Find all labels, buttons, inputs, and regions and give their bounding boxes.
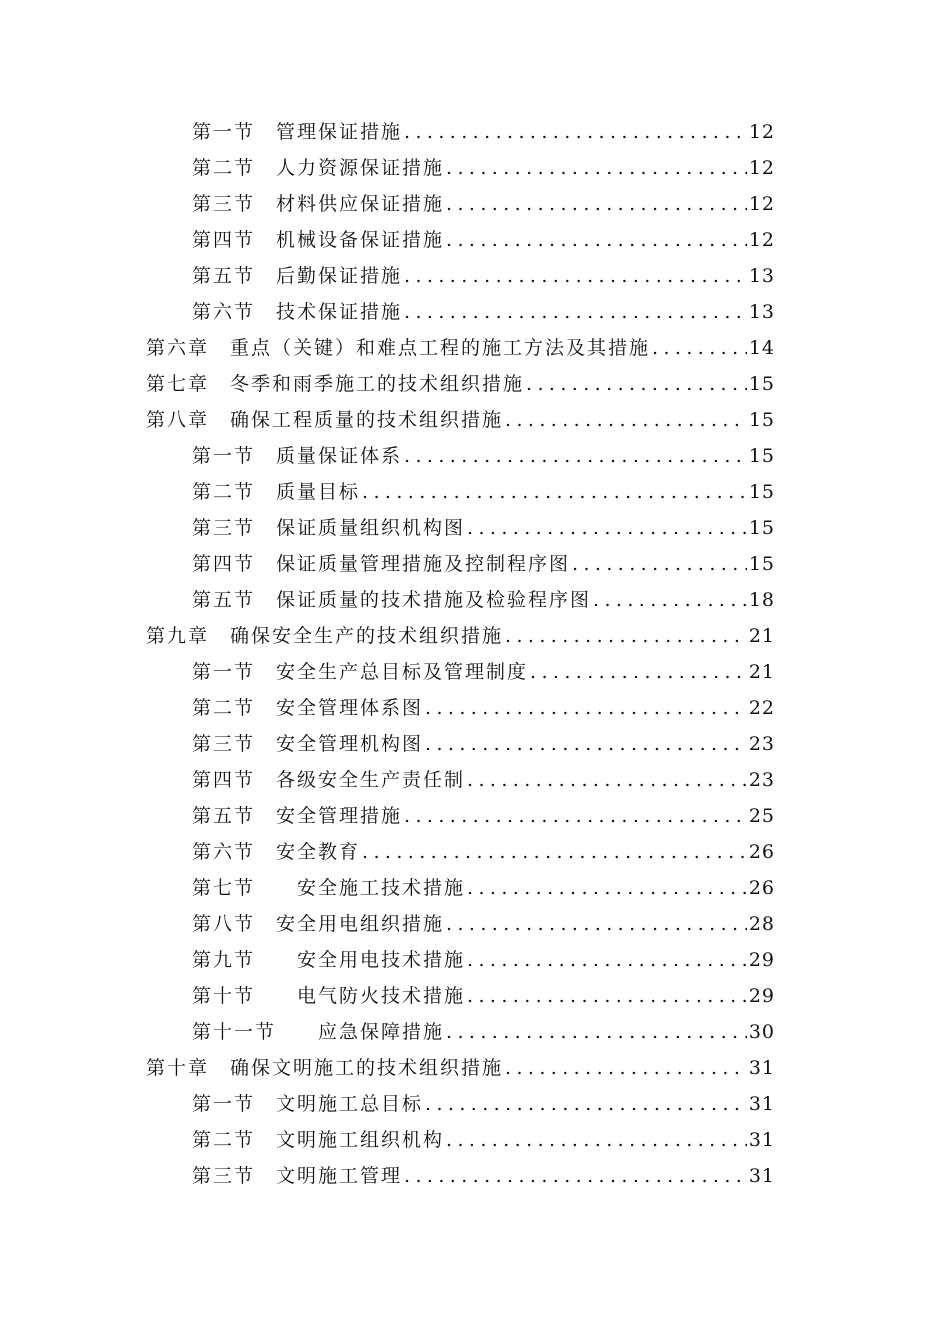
toc-dot-leader: [425, 732, 747, 756]
toc-entry[interactable]: [0, 368, 775, 396]
toc-entry[interactable]: [0, 1016, 775, 1044]
toc-entry-label: 第四节: [192, 553, 256, 575]
toc-page-number: 15: [748, 445, 775, 467]
toc-entry[interactable]: [0, 152, 775, 180]
toc-entry[interactable]: [0, 476, 775, 504]
toc-dot-leader: [404, 300, 747, 324]
toc-entry-title: 机械设备保证措施: [276, 229, 445, 251]
toc-entry-gap: [255, 912, 276, 936]
toc-entry-title: 质量目标: [276, 481, 361, 503]
toc-entry-title: 文明施工管理: [276, 1165, 403, 1187]
toc-page-number: 12: [748, 229, 775, 251]
toc-entry[interactable]: [0, 332, 775, 360]
toc-entry-label: 第十节: [192, 985, 256, 1007]
toc-dot-leader: [467, 876, 747, 900]
toc-entry[interactable]: [0, 692, 775, 720]
toc-page-number: 26: [748, 841, 775, 863]
toc-page-number: 29: [748, 949, 775, 971]
toc-entry[interactable]: [0, 728, 775, 756]
toc-entry-gap: [255, 804, 276, 828]
toc-entry[interactable]: [0, 944, 775, 972]
toc-entry-label: 第六节: [192, 841, 256, 863]
toc-entry-label: 第二节: [192, 1129, 256, 1151]
toc-dot-leader: [404, 120, 747, 144]
toc-entry[interactable]: [0, 1124, 775, 1152]
toc-page-number: 23: [748, 769, 775, 791]
toc-dot-leader: [362, 840, 747, 864]
toc-entry-gap: [255, 300, 276, 324]
toc-page-number: 12: [748, 193, 775, 215]
toc-entry-label: 第七章: [146, 373, 210, 395]
toc-entry-gap: [255, 876, 297, 900]
toc-dot-leader: [467, 516, 747, 540]
toc-entry-title: 安全管理机构图: [276, 733, 424, 755]
toc-dot-leader: [446, 156, 747, 180]
toc-entry-title: 保证质量管理措施及控制程序图: [276, 553, 571, 575]
toc-entry[interactable]: [0, 620, 775, 648]
toc-page-number: 15: [748, 517, 775, 539]
toc-entry-title: 文明施工组织机构: [276, 1129, 445, 1151]
toc-dot-leader: [467, 984, 747, 1008]
toc-entry-label: 第四节: [192, 769, 256, 791]
toc-entry-gap: [255, 120, 276, 144]
toc-dot-leader: [425, 696, 747, 720]
toc-entry-title: 应急保障措施: [318, 1021, 445, 1043]
toc-dot-leader: [593, 588, 747, 612]
toc-page-number: 13: [748, 301, 775, 323]
toc-dot-leader: [362, 480, 747, 504]
toc-dot-leader: [505, 408, 747, 432]
toc-entry-gap: [255, 552, 276, 576]
toc-page-number: 15: [748, 373, 775, 395]
toc-dot-leader: [446, 1128, 747, 1152]
toc-entry-gap: [255, 156, 276, 180]
toc-entry-title: 文明施工总目标: [276, 1093, 424, 1115]
toc-entry-label: 第一节: [192, 121, 256, 143]
toc-entry[interactable]: [0, 260, 775, 288]
toc-page-number: 29: [748, 985, 775, 1007]
toc-entry[interactable]: [0, 188, 775, 216]
toc-entry-label: 第四节: [192, 229, 256, 251]
toc-entry-label: 第二节: [192, 481, 256, 503]
toc-entry-label: 第六节: [192, 301, 256, 323]
toc-entry-gap: [255, 192, 276, 216]
toc-page-number: 14: [748, 337, 775, 359]
toc-dot-leader: [505, 1056, 747, 1080]
toc-dot-leader: [530, 660, 747, 684]
toc-entry-gap: [255, 588, 276, 612]
toc-dot-leader: [446, 1020, 747, 1044]
toc-entry-title: 安全管理措施: [276, 805, 403, 827]
toc-entry-gap: [255, 732, 276, 756]
toc-entry-label: 第一节: [192, 661, 256, 683]
toc-entry-gap: [255, 228, 276, 252]
toc-page-number: 12: [748, 121, 775, 143]
toc-page-number: 28: [748, 913, 775, 935]
toc-entry-label: 第八章: [146, 409, 210, 431]
toc-entry-gap: [255, 1092, 276, 1116]
toc-dot-leader: [404, 1164, 747, 1188]
toc-entry-label: 第三节: [192, 733, 256, 755]
toc-dot-leader: [467, 768, 747, 792]
toc-entry[interactable]: [0, 116, 775, 144]
toc-entry-title: 保证质量组织机构图: [276, 517, 466, 539]
toc-page-number: 23: [748, 733, 775, 755]
toc-entry-gap: [255, 984, 297, 1008]
toc-entry[interactable]: [0, 296, 775, 324]
toc-entry-label: 第十一节: [192, 1021, 277, 1043]
toc-page-number: 15: [748, 409, 775, 431]
toc-dot-leader: [404, 804, 747, 828]
toc-entry-title: 各级安全生产责任制: [276, 769, 466, 791]
toc-entry-label: 第九节: [192, 949, 256, 971]
toc-entry[interactable]: [0, 548, 775, 576]
toc-page-number: 13: [748, 265, 775, 287]
toc-entry-gap: [209, 408, 230, 432]
toc-entry-gap: [255, 264, 276, 288]
toc-entry-gap: [255, 1164, 276, 1188]
toc-page-number: 31: [748, 1057, 775, 1079]
toc-entry-gap: [255, 516, 276, 540]
toc-entry-title: 电气防火技术措施: [297, 985, 466, 1007]
toc-entry[interactable]: [0, 1088, 775, 1116]
toc-page-number: 15: [748, 553, 775, 575]
toc-entry-title: 重点（关键）和难点工程的施工方法及其措施: [230, 337, 651, 359]
toc-entry-label: 第五节: [192, 589, 256, 611]
toc-entry-label: 第五节: [192, 805, 256, 827]
toc-entry-gap: [255, 444, 276, 468]
toc-page-number: 25: [748, 805, 775, 827]
toc-dot-leader: [404, 264, 747, 288]
toc-entry[interactable]: [0, 908, 775, 936]
toc-page-number: 12: [748, 157, 775, 179]
toc-entry[interactable]: [0, 872, 775, 900]
toc-page-number: 26: [748, 877, 775, 899]
toc-page-number: 18: [748, 589, 775, 611]
toc-dot-leader: [526, 372, 747, 396]
toc-page-number: 15: [748, 481, 775, 503]
toc-dot-leader: [505, 624, 747, 648]
toc-entry-title: 安全管理体系图: [276, 697, 424, 719]
toc-entry-label: 第三节: [192, 517, 256, 539]
toc-page-number: 31: [748, 1093, 775, 1115]
toc-entry[interactable]: [0, 656, 775, 684]
toc-entry-label: 第六章: [146, 337, 210, 359]
toc-page-number: 31: [748, 1165, 775, 1187]
toc-entry-title: 安全用电组织措施: [276, 913, 445, 935]
toc-entry-gap: [209, 1056, 230, 1080]
toc-entry-label: 第十章: [146, 1057, 210, 1079]
toc-entry-label: 第一节: [192, 1093, 256, 1115]
toc-dot-leader: [446, 912, 747, 936]
toc-entry-title: 安全用电技术措施: [297, 949, 466, 971]
toc-entry-gap: [255, 948, 297, 972]
toc-entry[interactable]: [0, 980, 775, 1008]
toc-entry-title: 安全生产总目标及管理制度: [276, 661, 529, 683]
toc-entry[interactable]: [0, 512, 775, 540]
toc-page-number: 30: [748, 1021, 775, 1043]
toc-entry[interactable]: [0, 224, 775, 252]
toc-entry-title: 安全施工技术措施: [297, 877, 466, 899]
toc-entry-title: 人力资源保证措施: [276, 157, 445, 179]
toc-entry-gap: [255, 696, 276, 720]
toc-entry[interactable]: [0, 440, 775, 468]
toc-dot-leader: [467, 948, 747, 972]
toc-entry-gap: [255, 768, 276, 792]
toc-entry-title: 确保安全生产的技术组织措施: [230, 625, 504, 647]
toc-entry-title: 安全教育: [276, 841, 361, 863]
toc-entry-gap: [276, 1020, 318, 1044]
toc-page-number: 31: [748, 1129, 775, 1151]
toc-entry-title: 确保工程质量的技术组织措施: [230, 409, 504, 431]
toc-entry-label: 第二节: [192, 697, 256, 719]
toc-entry-gap: [255, 1128, 276, 1152]
toc-dot-leader: [446, 228, 747, 252]
toc-entry-label: 第三节: [192, 1165, 256, 1187]
toc-entry-gap: [209, 336, 230, 360]
toc-entry[interactable]: [0, 1160, 775, 1188]
toc-entry[interactable]: [0, 800, 775, 828]
toc-dot-leader: [425, 1092, 747, 1116]
toc-entry[interactable]: [0, 836, 775, 864]
toc-dot-leader: [572, 552, 747, 576]
toc-entry-title: 保证质量的技术措施及检验程序图: [276, 589, 592, 611]
toc-entry-gap: [255, 660, 276, 684]
toc-entry-gap: [255, 840, 276, 864]
toc-entry-gap: [209, 624, 230, 648]
toc-entry-label: 第九章: [146, 625, 210, 647]
toc-page-number: 21: [748, 625, 775, 647]
toc-entry-label: 第五节: [192, 265, 256, 287]
toc-dot-leader: [446, 192, 747, 216]
toc-entry[interactable]: [0, 404, 775, 432]
toc-entry-title: 质量保证体系: [276, 445, 403, 467]
toc-entry-label: 第八节: [192, 913, 256, 935]
toc-entry-title: 管理保证措施: [276, 121, 403, 143]
toc-entry-label: 第一节: [192, 445, 256, 467]
toc-page-number: 22: [748, 697, 775, 719]
toc-entry-title: 后勤保证措施: [276, 265, 403, 287]
toc-entry-title: 冬季和雨季施工的技术组织措施: [230, 373, 525, 395]
toc-entry[interactable]: [0, 764, 775, 792]
toc-entry-title: 确保文明施工的技术组织措施: [230, 1057, 504, 1079]
toc-entry-title: 技术保证措施: [276, 301, 403, 323]
toc-entry-title: 材料供应保证措施: [276, 193, 445, 215]
toc-entry-label: 第三节: [192, 193, 256, 215]
toc-dot-leader: [652, 336, 747, 360]
toc-entry-gap: [255, 480, 276, 504]
toc-entry-gap: [209, 372, 230, 396]
toc-entry-label: 第七节: [192, 877, 256, 899]
toc-page-number: 21: [748, 661, 775, 683]
toc-entry[interactable]: [0, 584, 775, 612]
toc-dot-leader: [404, 444, 747, 468]
toc-entry-label: 第二节: [192, 157, 256, 179]
toc-entry[interactable]: [0, 1052, 775, 1080]
